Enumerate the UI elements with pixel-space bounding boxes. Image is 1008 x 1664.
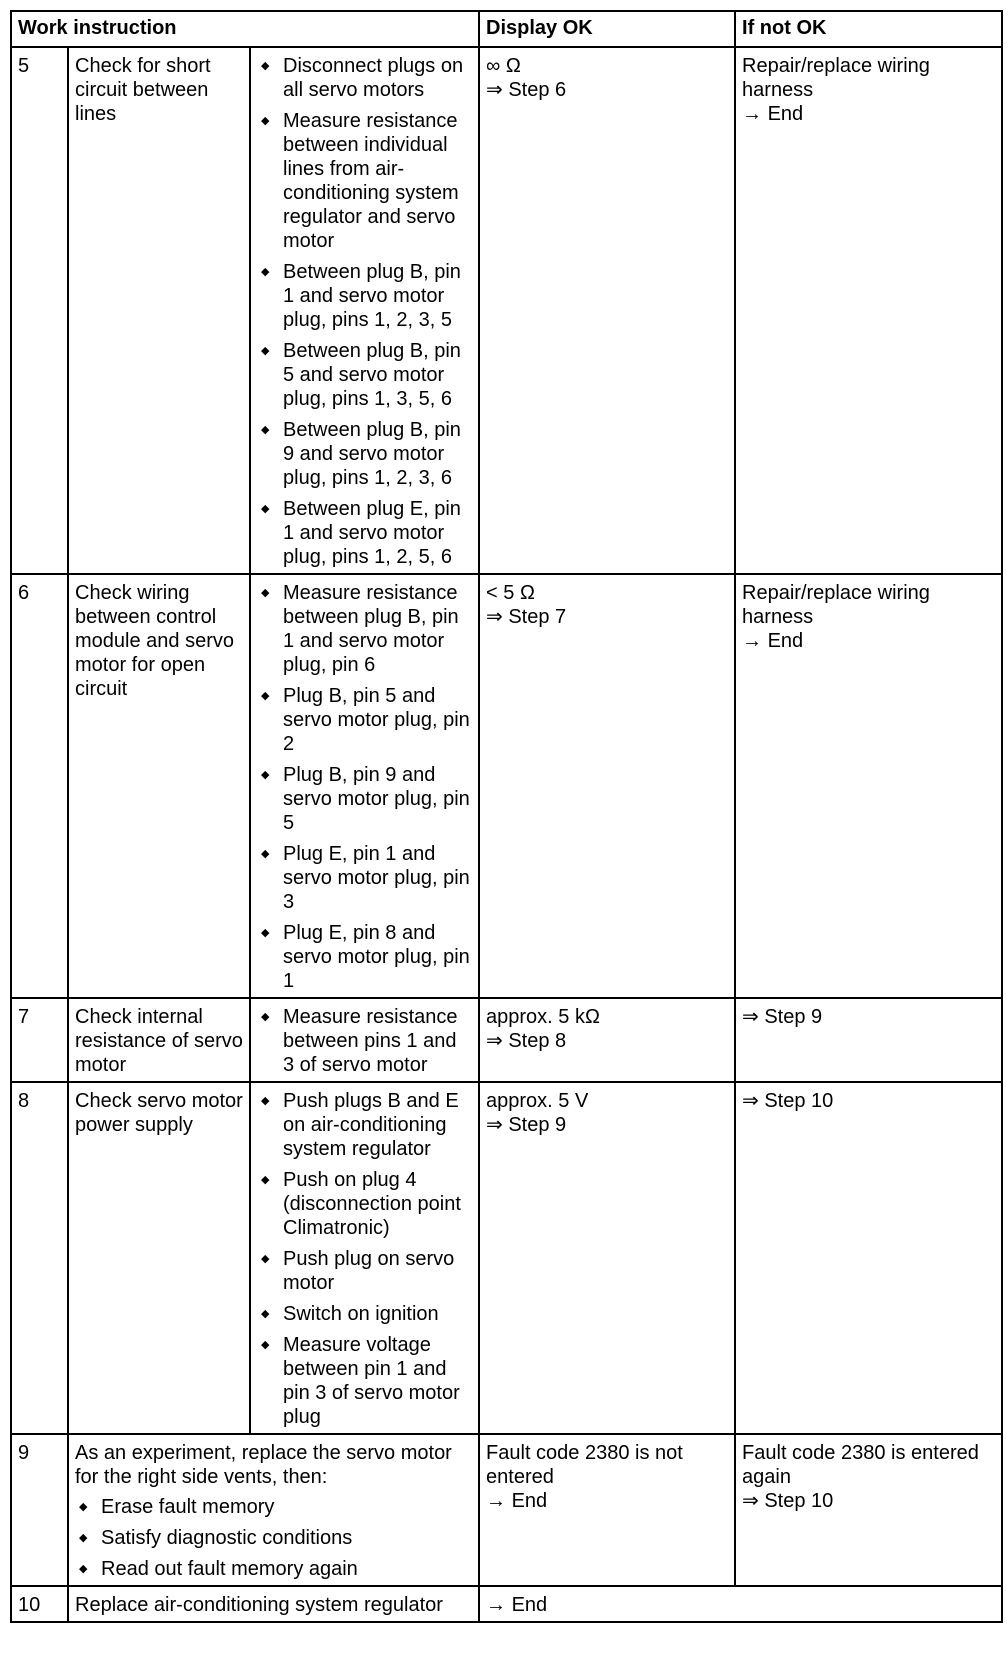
action-item: ◆ Measure resistance between pins 1 and 3 of servo motor bbox=[257, 1005, 472, 1077]
display-ok-result: → End bbox=[479, 1586, 1002, 1622]
if-not-ok-cell bbox=[735, 47, 1002, 574]
actions-cell bbox=[250, 574, 479, 998]
display-ok-line: approx. 5 V bbox=[486, 1090, 589, 1112]
display-ok-line: ⇒ Step 9 bbox=[486, 1114, 567, 1136]
step-number: 7 bbox=[11, 998, 68, 1082]
table-row-step-5 bbox=[11, 47, 1002, 574]
display-ok-line: ⇒ Step 8 bbox=[486, 1030, 567, 1052]
step-number: 10 bbox=[11, 1586, 68, 1622]
work-instruction-table bbox=[10, 10, 1003, 1623]
display-ok-cell bbox=[479, 1082, 735, 1434]
work-instruction-table-container bbox=[10, 10, 1001, 1623]
step-instruction: Replace air-conditioning system regulator bbox=[68, 1586, 479, 1622]
header-work-instruction: Work instruction bbox=[11, 11, 479, 47]
display-ok-line: ⇒ Step 7 bbox=[486, 606, 567, 628]
action-item: ◆ Measure resistance between plug B, pin 1 and servo motor plug, pin 6 bbox=[257, 581, 472, 677]
check-description: Check for short circuit between lines bbox=[68, 47, 250, 574]
if-not-ok-cell bbox=[735, 1082, 1002, 1434]
step-action-list bbox=[257, 1005, 472, 1077]
actions-cell bbox=[250, 1082, 479, 1434]
action-item: ◆ Between plug B, pin 9 and servo motor plug, pins 1, 2, 3, 6 bbox=[257, 418, 472, 490]
step-number: 5 bbox=[11, 47, 68, 574]
display-ok-cell bbox=[479, 47, 735, 574]
table-row-step-9 bbox=[11, 1434, 1002, 1586]
actions-cell bbox=[250, 998, 479, 1082]
action-item: ◆ Push plug on servo motor bbox=[257, 1247, 472, 1295]
action-item: ◆ Switch on ignition bbox=[257, 1302, 472, 1326]
header-if-not-ok: If not OK bbox=[735, 11, 1002, 47]
action-item: ◆ Plug E, pin 8 and servo motor plug, pin 1 bbox=[257, 921, 472, 993]
step-action-list bbox=[257, 1089, 472, 1429]
if-not-ok-line: ⇒ Step 9 bbox=[742, 1006, 823, 1028]
step-number: 8 bbox=[11, 1082, 68, 1434]
step-number: 9 bbox=[11, 1434, 68, 1586]
action-item: ◆ Satisfy diagnostic conditions bbox=[75, 1526, 472, 1550]
action-item: ◆ Between plug E, pin 1 and servo motor plug, pins 1, 2, 5, 6 bbox=[257, 497, 472, 569]
table-header-row bbox=[11, 11, 1002, 47]
if-not-ok-line: Fault code 2380 is entered again bbox=[742, 1442, 979, 1488]
if-not-ok-cell bbox=[735, 574, 1002, 998]
display-ok-cell bbox=[479, 574, 735, 998]
if-not-ok-line: Repair/replace wiring harness bbox=[742, 582, 930, 628]
display-ok-line: → End bbox=[486, 1490, 548, 1512]
actions-cell bbox=[250, 47, 479, 574]
display-ok-line: ∞ Ω bbox=[486, 55, 521, 77]
display-ok-line: < 5 Ω bbox=[486, 582, 535, 604]
check-description: Check servo motor power supply bbox=[68, 1082, 250, 1434]
if-not-ok-line: → End bbox=[742, 103, 804, 125]
display-ok-line: approx. 5 kΩ bbox=[486, 1006, 600, 1028]
if-not-ok-line: → End bbox=[742, 630, 804, 652]
action-item: ◆ Read out fault memory again bbox=[75, 1557, 472, 1581]
action-item: ◆ Measure resistance between individual lines from air-conditioning system regulator and servo motor bbox=[257, 109, 472, 253]
action-item: ◆ Plug E, pin 1 and servo motor plug, pin 3 bbox=[257, 842, 472, 914]
display-ok-line: ⇒ Step 6 bbox=[486, 79, 567, 101]
table-body bbox=[11, 47, 1002, 1622]
if-not-ok-line: ⇒ Step 10 bbox=[742, 1090, 834, 1112]
display-ok-cell bbox=[479, 998, 735, 1082]
if-not-ok-line: ⇒ Step 10 bbox=[742, 1490, 834, 1512]
table-row-step-8 bbox=[11, 1082, 1002, 1434]
action-item: ◆ Disconnect plugs on all servo motors bbox=[257, 54, 472, 102]
step-action-list bbox=[257, 581, 472, 993]
action-item: ◆ Plug B, pin 5 and servo motor plug, pin 2 bbox=[257, 684, 472, 756]
display-ok-cell bbox=[479, 1434, 735, 1586]
header-display-ok: Display OK bbox=[479, 11, 735, 47]
table-row-step-10 bbox=[11, 1586, 1002, 1622]
step-action-list bbox=[257, 54, 472, 569]
check-description: Check wiring between control module and servo motor for open circuit bbox=[68, 574, 250, 998]
check-description: Check internal resistance of servo motor bbox=[68, 998, 250, 1082]
action-item: ◆ Between plug B, pin 1 and servo motor plug, pins 1, 2, 3, 5 bbox=[257, 260, 472, 332]
display-ok-line: Fault code 2380 is not entered bbox=[486, 1442, 683, 1488]
table-row-step-7 bbox=[11, 998, 1002, 1082]
if-not-ok-cell bbox=[735, 998, 1002, 1082]
action-item: ◆ Between plug B, pin 5 and servo motor plug, pins 1, 3, 5, 6 bbox=[257, 339, 472, 411]
step-intro: As an experiment, replace the servo motor for the right side vents, then: bbox=[75, 1442, 452, 1488]
if-not-ok-cell bbox=[735, 1434, 1002, 1586]
action-item: ◆ Push on plug 4 (disconnection point Climatronic) bbox=[257, 1168, 472, 1240]
step-number: 6 bbox=[11, 574, 68, 998]
if-not-ok-line: Repair/replace wiring harness bbox=[742, 55, 930, 101]
action-item: ◆ Measure voltage between pin 1 and pin 3 of servo motor plug bbox=[257, 1333, 472, 1429]
step-action-list bbox=[75, 1495, 472, 1581]
action-item: ◆ Erase fault memory bbox=[75, 1495, 472, 1519]
action-item: ◆ Plug B, pin 9 and servo motor plug, pin 5 bbox=[257, 763, 472, 835]
action-item: ◆ Push plugs B and E on air-conditioning system regulator bbox=[257, 1089, 472, 1161]
table-row-step-6 bbox=[11, 574, 1002, 998]
step-instruction-cell bbox=[68, 1434, 479, 1586]
